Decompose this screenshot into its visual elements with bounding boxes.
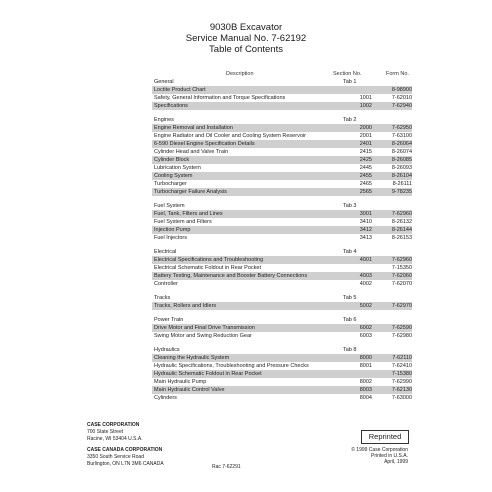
form-number: 8-26153 [391, 235, 412, 241]
section-number: 8002 [359, 379, 372, 385]
section-number: 2415 [359, 149, 372, 155]
form-number: 7-62950 [391, 125, 412, 131]
form-number: 9-78235 [391, 189, 412, 195]
toc-row [152, 210, 412, 218]
section-number: 2001 [359, 133, 372, 139]
corp-canada-address-1: 3350 South Service Road [87, 454, 144, 460]
toc-row [152, 324, 412, 332]
entry-description: Fuel, Tank, Filters and Lines [154, 211, 223, 217]
section-tab: Tab 5 [343, 295, 357, 301]
toc-row [152, 264, 412, 272]
toc-section [152, 294, 412, 310]
toc-title: Table of Contents [209, 44, 283, 55]
form-number: 7-62970 [391, 303, 412, 309]
corp-canada-name: CASE CANADA CORPORATION [87, 447, 163, 453]
toc-row [152, 256, 412, 264]
section-number: 4001 [359, 257, 372, 263]
manual-number: Service Manual No. 7-62192 [185, 33, 307, 44]
form-number: 7-62980 [391, 333, 412, 339]
toc-list [152, 78, 412, 408]
form-number: 8-26074 [391, 149, 412, 155]
section-name: Power Train [154, 317, 184, 323]
section-number: 2465 [359, 181, 372, 187]
section-tab: Tab 3 [343, 203, 357, 209]
toc-row [152, 272, 412, 280]
section-name: Fuel System [154, 203, 185, 209]
form-number: 7-62010 [391, 95, 412, 101]
entry-description: Cooling System [154, 173, 193, 179]
form-number: 7-62410 [391, 363, 412, 369]
form-number: 7-63100 [391, 133, 412, 139]
section-number: 3413 [359, 235, 372, 241]
section-number: 3412 [359, 227, 372, 233]
entry-description: Lubrication System [154, 165, 201, 171]
form-number: 7-63000 [391, 395, 412, 401]
form-number: 8-26085 [391, 157, 412, 163]
section-number: 4002 [359, 281, 372, 287]
form-number: 7-62130 [391, 387, 412, 393]
section-name: General [154, 79, 174, 85]
entry-description: Swing Motor and Swing Reduction Gear [154, 333, 252, 339]
entry-description: Turbocharger [154, 181, 187, 187]
section-number: 2000 [359, 125, 372, 131]
section-header [152, 116, 412, 124]
toc-row [152, 124, 412, 132]
section-number: 4003 [359, 273, 372, 279]
entry-description: Hydraulic Specifications, Troubleshooting and Pressure Checks [154, 363, 309, 369]
toc-row [152, 94, 412, 102]
form-number: 8-98900 [391, 87, 412, 93]
entry-description: Hydraulic Schematic Foldout in Rear Pocket [154, 371, 262, 377]
form-number: 7-62060 [391, 273, 412, 279]
copyright: © 1999 Case Corporation [351, 447, 408, 453]
toc-row [152, 188, 412, 196]
form-number: 8-26104 [391, 173, 412, 179]
entry-description: Engine Radiator and Oil Cooler and Cooling System Reservoir [154, 133, 306, 139]
toc-row [152, 148, 412, 156]
publisher-addresses [87, 422, 164, 468]
toc-section [152, 78, 412, 110]
col-description: Description [226, 71, 254, 77]
form-number: 7-62070 [391, 281, 412, 287]
entry-description: Injection Pump [154, 227, 191, 233]
entry-description: Specifications [154, 103, 188, 109]
toc-row [152, 234, 412, 242]
toc-section [152, 116, 412, 196]
entry-description: Tracks, Rollers and Idlers [154, 303, 217, 309]
model-title: 9030B Excavator [209, 22, 283, 33]
toc-row [152, 180, 412, 188]
section-number: 3001 [359, 211, 372, 217]
entry-description: Turbocharger Failure Analysis [154, 189, 227, 195]
section-number: 6003 [359, 333, 372, 339]
toc-row [152, 302, 412, 310]
entry-description: Fuel System and Filters [154, 219, 212, 225]
section-header [152, 294, 412, 302]
corp-address-1: 700 State Street [87, 429, 124, 435]
section-name: Hydraulics [154, 347, 180, 353]
entry-description: Cylinder Block [154, 157, 190, 163]
section-number: 2401 [359, 141, 372, 147]
section-number: 1002 [359, 103, 372, 109]
entry-description: Electrical Specifications and Troubleshooting [154, 257, 264, 263]
section-header [152, 202, 412, 210]
toc-row [152, 332, 412, 340]
toc-row [152, 86, 412, 94]
toc-row [152, 218, 412, 226]
print-info [322, 447, 408, 465]
section-number: 8000 [359, 355, 372, 361]
toc-section [152, 248, 412, 288]
toc-section [152, 202, 412, 242]
toc-row [152, 132, 412, 140]
section-tab: Tab 6 [343, 317, 357, 323]
toc-row [152, 370, 412, 378]
section-tab: Tab 8 [343, 347, 357, 353]
rac-number: Rac 7-62291 [212, 464, 241, 470]
form-number: 8-26132 [391, 219, 412, 225]
section-header [152, 248, 412, 256]
entry-description: Loctite Product Chart [154, 87, 206, 93]
section-number: 2445 [359, 165, 372, 171]
form-number: 7-15380 [391, 371, 412, 377]
section-number: 8003 [359, 387, 372, 393]
corp-name: CASE CORPORATION [87, 422, 140, 428]
section-number: 8001 [359, 363, 372, 369]
toc-row [152, 172, 412, 180]
form-number: 7-62940 [391, 103, 412, 109]
toc-row [152, 386, 412, 394]
section-tab: Tab 4 [343, 249, 357, 255]
section-number: 2425 [359, 157, 372, 163]
entry-description: Cleaning the Hydraulic System [154, 355, 230, 361]
entry-description: Main Hydraulic Pump [154, 379, 207, 385]
entry-description: Drive Motor and Final Drive Transmission [154, 325, 255, 331]
section-name: Electrical [154, 249, 177, 255]
toc-row [152, 280, 412, 288]
entry-description: Cylinders [154, 395, 177, 401]
title-block [0, 22, 492, 55]
section-number: 8004 [359, 395, 372, 401]
entry-description: Controller [154, 281, 178, 287]
print-date: April, 1999 [384, 459, 408, 465]
toc-row [152, 140, 412, 148]
toc-row [152, 164, 412, 172]
corp-canada-address-2: Burlington, ON L7N 3M6 CANADA [87, 461, 164, 467]
toc-row [152, 354, 412, 362]
form-number: 7-62960 [391, 211, 412, 217]
section-name: Engines [154, 117, 174, 123]
form-number: 7-62960 [391, 257, 412, 263]
toc-row [152, 362, 412, 370]
section-header [152, 346, 412, 354]
form-number: 8-26064 [391, 141, 412, 147]
section-number: 5002 [359, 303, 372, 309]
section-header [152, 78, 412, 86]
section-number: 1001 [359, 95, 372, 101]
toc-row [152, 378, 412, 386]
form-number: 7-62990 [391, 379, 412, 385]
form-number: 8-26111 [392, 181, 412, 187]
toc-row [152, 102, 412, 110]
col-section-no: Section No. [333, 71, 362, 77]
reprinted-stamp: Reprinted [361, 430, 409, 444]
toc-section [152, 346, 412, 402]
entry-description: Cylinder Head and Valve Train [154, 149, 229, 155]
toc-section [152, 316, 412, 340]
section-name: Tracks [154, 295, 171, 301]
printed-in: Printed in U.S.A. [371, 453, 408, 459]
entry-description: Battery Testing, Maintenance and Booster Battery Connections [154, 273, 308, 279]
entry-description: Safety, General Information and Torque Specifications [154, 95, 286, 101]
section-tab: Tab 1 [343, 79, 357, 85]
section-header [152, 316, 412, 324]
col-form-no: Form No. [386, 71, 409, 77]
section-number: 2565 [359, 189, 372, 195]
entry-description: Electrical Schematic Foldout in Rear Pocket [154, 265, 261, 271]
toc-row [152, 226, 412, 234]
toc-row [152, 156, 412, 164]
section-number: 3410 [359, 219, 372, 225]
entry-description: Main Hydraulic Control Valve [154, 387, 225, 393]
entry-description: Fuel Injectors [154, 235, 188, 241]
form-number: 7-15350 [391, 265, 412, 271]
corp-address-2: Racine, WI 53404 U.S.A. [87, 436, 143, 442]
section-number: 2455 [359, 173, 372, 179]
form-number: 7-62110 [392, 355, 412, 361]
section-tab: Tab 2 [343, 117, 357, 123]
toc-row [152, 394, 412, 402]
entry-description: Engine Removal and Installation [154, 125, 233, 131]
form-number: 8-26093 [391, 165, 412, 171]
form-number: 7-62590 [391, 325, 412, 331]
form-number: 8-26144 [391, 227, 412, 233]
entry-description: 6-590 Diesel Engine Specification Details [154, 141, 255, 147]
section-number: 6002 [359, 325, 372, 331]
